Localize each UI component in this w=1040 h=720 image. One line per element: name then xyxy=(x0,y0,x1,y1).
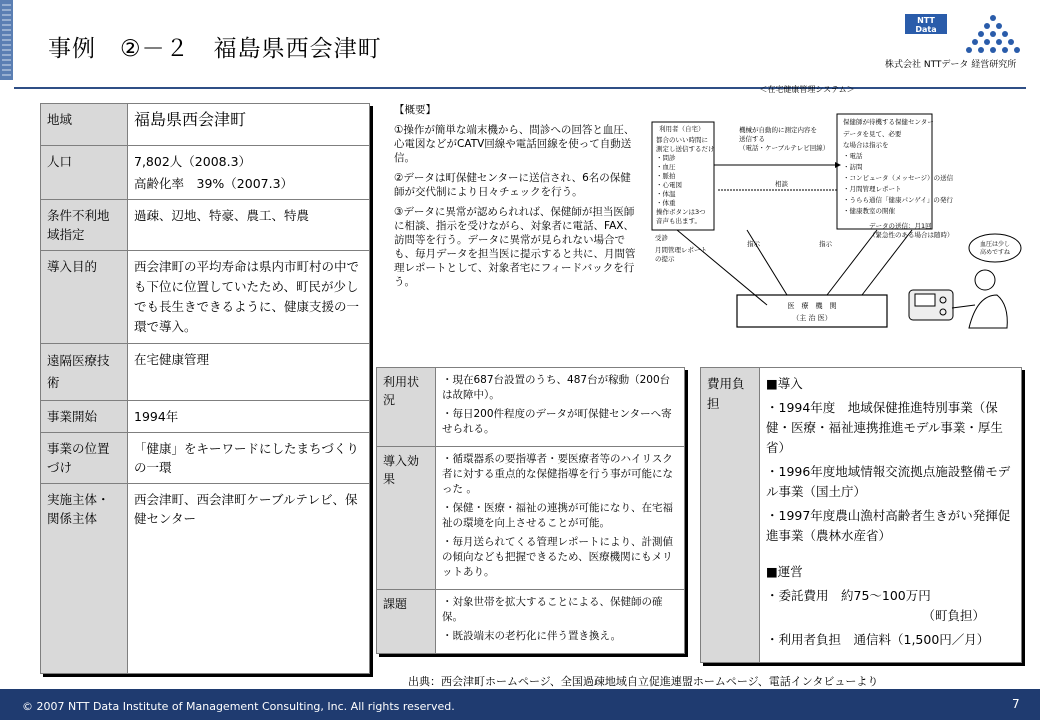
hospital-label: 医 療 機 関 xyxy=(787,302,837,310)
user-box-line: ・脈拍 xyxy=(656,172,676,180)
copyright-text: © 2007 NTT Data Institute of Management Consulting, Inc. All rights reserved. xyxy=(22,700,455,713)
data-send-label: データの送信：月1回 xyxy=(869,222,932,230)
svg-text:NTT: NTT xyxy=(917,16,935,25)
top-arrow-line: （電話・ケーブルテレビ回線） xyxy=(739,144,830,152)
profile-table xyxy=(40,103,370,674)
page-number: 7 xyxy=(1012,697,1020,711)
cost-table xyxy=(700,367,1022,663)
user-box-line: 音声も出ます。 xyxy=(656,217,701,225)
usage-item: ・現在687台設置のうち、487台が稼動（200台は故障中）。 xyxy=(442,374,671,401)
svg-text:Data: Data xyxy=(915,25,937,34)
user-box-line: 測定し送信するだけ xyxy=(656,145,715,153)
effect-item: ・保健・医療・福祉の連携が可能になり、在宅福祉の環境を向上させることが可能。 xyxy=(442,502,673,529)
user-box-line: 操作ボタンは3つ xyxy=(656,208,706,216)
overview-heading: 【概要】 xyxy=(394,104,436,116)
intro-item: ・1996年度地域情報交流拠点施設整備モデル事業（国土庁） xyxy=(766,464,1011,499)
usage-effect-table xyxy=(376,367,685,654)
ops-item-fee-sub: （町負担） xyxy=(922,608,985,623)
user-box-text xyxy=(656,135,715,225)
center-box-line: ・うらら通信「健康パンゲイ」の発行 xyxy=(843,196,953,204)
terminal-device-icon xyxy=(909,290,953,320)
effect-item: ・循環器系の要指導者・要医療者等のハイリスク者に対する重点的な保健指導を行う事が可能になった 。 xyxy=(442,453,673,495)
top-arrow-text xyxy=(739,125,829,152)
center-box-text xyxy=(843,129,954,215)
cost-label: 費用負担 xyxy=(701,368,760,663)
region-label: 地域 xyxy=(41,104,128,146)
data-send-sub: （緊急性のある場合は随時） xyxy=(869,231,954,239)
center-box-line: ・電話 xyxy=(843,152,863,160)
start-value: 1994年 xyxy=(128,401,370,433)
left-label-visit: 受診 xyxy=(655,234,668,242)
overview-point-2: ②データは町保健センターに送信され、6名の保健師が交代制により日々チェックを行う。 xyxy=(394,172,631,198)
effect-item: ・毎月送られてくる管理レポートにより、計測値の傾向なども把握できるため、医療機関にもメリットあり。 xyxy=(442,536,673,578)
population-value: 7,802人（2008.3） xyxy=(134,154,252,169)
operator-label: 実施主体・関係主体 xyxy=(41,484,128,674)
purpose-value: 西会津町の平均寿命は県内市町村の中でも下位に位置していたため、町民が少しでも長生きできるように、健康支援の一環で導入。 xyxy=(128,251,370,344)
bubble-line-2: 高めですね xyxy=(979,249,1011,256)
ops-item-user: ・利用者負担 通信料（1,500円／月） xyxy=(766,632,990,647)
user-box-title: 利用者（自宅） xyxy=(659,125,705,133)
home-health-system-diagram xyxy=(647,80,1032,355)
overview-point-1: ①操作が簡単な端末機から、問診への回答と血圧、心電図などがCATV回線や電話回線を使って自動送信。 xyxy=(394,124,635,164)
intro-item: ・1997年度農山漁村高齢者生きがい発揮促進事業（農林水産省） xyxy=(766,508,1011,543)
intro-item: ・1994年度 地域保健推進特別事業（保健・医療・福祉連携推進モデル事業・厚生省） xyxy=(766,400,1003,455)
center-box-line: ・訪問 xyxy=(843,163,863,171)
effect-label: 導入効果 xyxy=(377,447,436,590)
center-box-line: な場合は指示を xyxy=(843,141,889,149)
instruct-label-1: 指示 xyxy=(747,240,760,248)
page-title: 事例 ②－２ 福島県西会津町 xyxy=(48,36,382,62)
left-label-present: の提示 xyxy=(655,255,675,263)
usage-item: ・毎日200件程度のデータが町保健センターへ寄せられる。 xyxy=(442,408,672,435)
diagram-title: ＜在宅健康管理システム＞ xyxy=(759,85,855,94)
position-label: 事業の位置づけ xyxy=(41,433,128,484)
user-box-line: ・体重 xyxy=(656,199,676,207)
start-label: 事業開始 xyxy=(41,401,128,433)
center-box-title: 保健師が待機する保健センター xyxy=(843,118,934,126)
user-box-line: ・問診 xyxy=(656,154,676,162)
intro-heading: ■導入 xyxy=(766,376,803,391)
user-box-line: ・血圧 xyxy=(656,163,676,171)
overview-section xyxy=(394,103,640,295)
issue-item: ・既設端末の老朽化に伴う置き換え。 xyxy=(442,630,622,642)
left-accent-pattern xyxy=(2,4,11,76)
company-name: 株式会社 NTTデータ 経営研究所 xyxy=(885,60,1017,70)
user-box-line: 都合のいい時間に xyxy=(656,136,708,144)
tech-label: 遠隔医療技術 xyxy=(41,344,128,401)
usage-label: 利用状況 xyxy=(377,368,436,447)
conditions-value: 過疎、辺地、特豪、農工、特農 xyxy=(128,200,370,251)
issue-item: ・対象世帯を拡大することによる、保健師の確保。 xyxy=(442,596,663,623)
footer-bar xyxy=(0,689,1040,720)
cost-cell xyxy=(760,368,1022,663)
hospital-sub: （主 治 医） xyxy=(792,314,832,322)
source-note: 出典：西会津町ホームページ、全国過疎地域自立促進連盟ホームページ、電話インタビューより xyxy=(408,675,879,688)
center-box-line: ・コンピュータ（メッセージ）の送信 xyxy=(843,174,954,182)
usage-cell xyxy=(436,368,685,447)
instruct-label-2: 指示 xyxy=(819,240,832,248)
bubble-line-1: 血圧は少し xyxy=(979,241,1011,248)
left-label-report: 月間管理レポート xyxy=(655,246,707,254)
top-arrow-line: 機械が自動的に測定内容を xyxy=(739,126,817,134)
top-arrow-line: 送信する xyxy=(739,135,765,143)
aging-rate-value: 高齢化率 39%（2007.3） xyxy=(134,176,294,191)
consult-label: 相談 xyxy=(775,180,788,188)
ops-item-fee: ・委託費用 約75～100万円 xyxy=(766,588,931,603)
conditions-label: 条件不利地域指定 xyxy=(41,200,128,251)
effect-cell xyxy=(436,447,685,590)
tech-value: 在宅健康管理 xyxy=(128,344,370,401)
position-value: 「健康」をキーワードにしたまちづくりの一環 xyxy=(128,433,370,484)
purpose-label: 導入目的 xyxy=(41,251,128,344)
center-box-line: ・健康教室の開催 xyxy=(843,207,895,215)
operator-value: 西会津町、西会津町ケーブルテレビ、保健センター xyxy=(128,484,370,674)
center-box-line: ・月間管理レポート xyxy=(843,185,902,193)
ops-heading: ■運営 xyxy=(766,564,803,579)
population-cell xyxy=(128,146,370,200)
issue-cell xyxy=(436,590,685,654)
region-value: 福島県西会津町 xyxy=(128,104,370,146)
overview-point-3: ③データに異常が認められれば、保健師が担当医師に相談、指示を受けながら、対象者に電話、FAX、訪問等を行う。データに異常が見られない場合でも、毎月データを担当医に提示すると共に、月間管理レポートとして、対象者宅にフィードバックを行う。 xyxy=(394,206,636,288)
center-box-line: データを見て、必要 xyxy=(843,130,902,138)
user-box-line: ・体温 xyxy=(656,190,676,198)
user-box-line: ・心電図 xyxy=(656,181,682,189)
elderly-person-icon xyxy=(952,270,1007,328)
population-label: 人口 xyxy=(41,146,128,200)
issue-label: 課題 xyxy=(377,590,436,654)
